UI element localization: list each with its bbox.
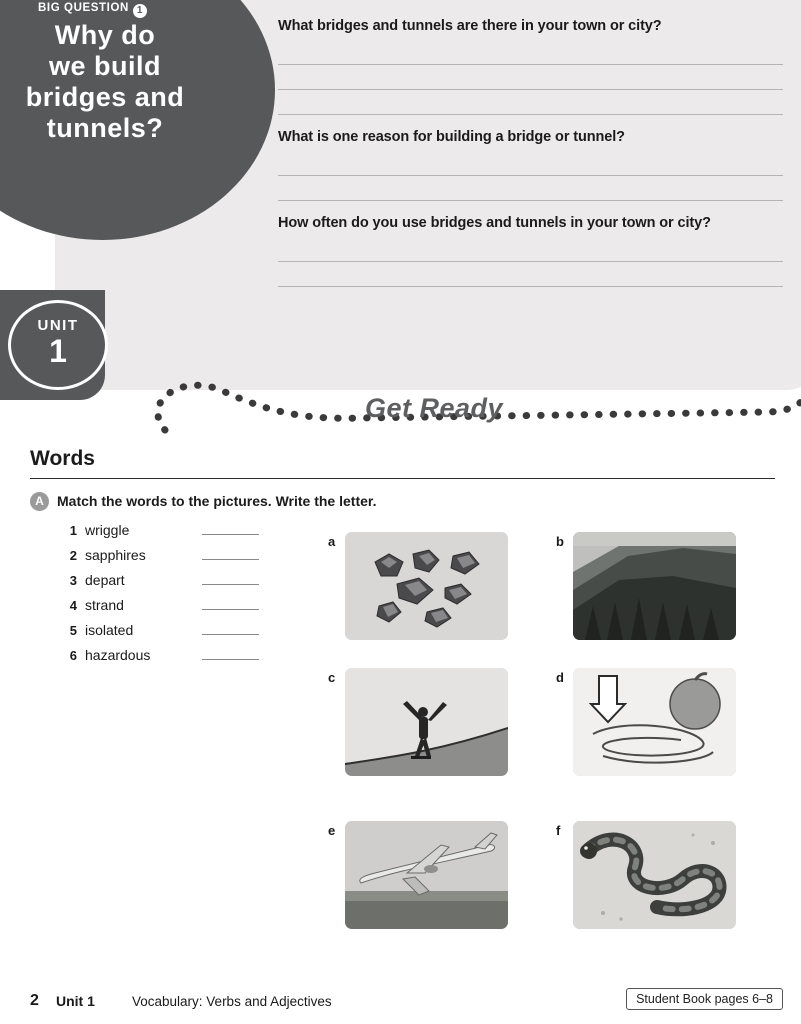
word-number: 2 (69, 548, 77, 563)
list-item (57, 547, 277, 572)
picture-letter: b (556, 534, 564, 549)
word-label: sapphires (85, 547, 146, 563)
answer-blank[interactable] (202, 547, 259, 560)
big-question-title-line: we build (49, 51, 161, 81)
answer-blank[interactable] (202, 522, 259, 535)
word-number: 1 (69, 523, 77, 538)
answer-lines[interactable] (278, 151, 783, 201)
forested-mountain-photo[interactable] (573, 532, 736, 640)
list-item (57, 572, 277, 597)
big-question-title-line: tunnels? (46, 113, 164, 143)
picture-cell-b (556, 532, 736, 640)
snake-photo[interactable] (573, 821, 736, 929)
unit-number: 1 (49, 333, 67, 369)
answer-line[interactable] (278, 151, 783, 176)
question-text: How often do you use bridges and tunnels in your town or city? (278, 215, 711, 231)
picture-cell-e (328, 821, 508, 929)
question-text: What bridges and tunnels are there in your town or city? (278, 18, 662, 34)
answer-line[interactable] (278, 176, 783, 201)
question-block (278, 215, 783, 287)
question-list (278, 18, 783, 301)
picture-cell-f (556, 821, 736, 929)
picture-letter: d (556, 670, 564, 685)
word-match-list (57, 522, 277, 672)
answer-line[interactable] (278, 40, 783, 65)
word-label: strand (85, 597, 124, 613)
word-number: 3 (69, 573, 77, 588)
answer-line[interactable] (278, 262, 783, 287)
rope-and-ball-photo[interactable] (573, 668, 736, 776)
list-item (57, 522, 277, 547)
activity-instruction: Match the words to the pictures. Write the letter. (57, 493, 377, 509)
big-question-label (38, 2, 147, 18)
picture-letter: c (328, 670, 336, 685)
unit-badge (8, 300, 108, 390)
get-ready-banner: Get Ready (365, 393, 504, 423)
unit-label: UNIT (37, 317, 79, 334)
page-number: 2 (30, 992, 39, 1009)
question-block (278, 18, 783, 115)
list-item (57, 647, 277, 672)
big-question-label-text: BIG QUESTION (38, 2, 129, 14)
picture-letter: a (328, 534, 336, 549)
words-heading: Words (30, 447, 95, 470)
picture-letter: e (328, 823, 336, 838)
word-number: 5 (69, 623, 77, 638)
big-question-number: 1 (133, 4, 147, 18)
word-label: wriggle (85, 522, 130, 538)
answer-line[interactable] (278, 65, 783, 90)
picture-cell-c (328, 668, 508, 776)
picture-cell-a (328, 532, 508, 640)
answer-lines[interactable] (278, 40, 783, 115)
answer-blank[interactable] (202, 647, 259, 660)
word-number: 6 (69, 648, 77, 663)
picture-cell-d (556, 668, 736, 776)
footer-topic: Vocabulary: Verbs and Adjectives (132, 994, 332, 1009)
student-book-reference: Student Book pages 6–8 (626, 988, 783, 1010)
answer-blank[interactable] (202, 572, 259, 585)
word-label: depart (85, 572, 125, 588)
activity-letter-badge: A (30, 492, 49, 511)
tightrope-walker-photo[interactable] (345, 668, 508, 776)
picture-letter: f (556, 823, 561, 838)
word-label: isolated (85, 622, 134, 638)
answer-line[interactable] (278, 237, 783, 262)
section-divider (30, 478, 775, 479)
question-text: What is one reason for building a bridge or tunnel? (278, 129, 625, 145)
answer-blank[interactable] (202, 622, 259, 635)
footer-unit: Unit 1 (56, 993, 95, 1009)
question-block (278, 129, 783, 201)
gemstones-photo[interactable] (345, 532, 508, 640)
list-item (57, 622, 277, 647)
word-label: hazardous (85, 647, 151, 663)
answer-lines[interactable] (278, 237, 783, 287)
answer-line[interactable] (278, 90, 783, 115)
big-question-title-line: bridges and (25, 82, 185, 112)
airplane-photo[interactable] (345, 821, 508, 929)
word-number: 4 (69, 598, 77, 613)
answer-blank[interactable] (202, 597, 259, 610)
list-item (57, 597, 277, 622)
big-question-title (0, 20, 220, 144)
big-question-title-line: Why do (54, 20, 156, 50)
